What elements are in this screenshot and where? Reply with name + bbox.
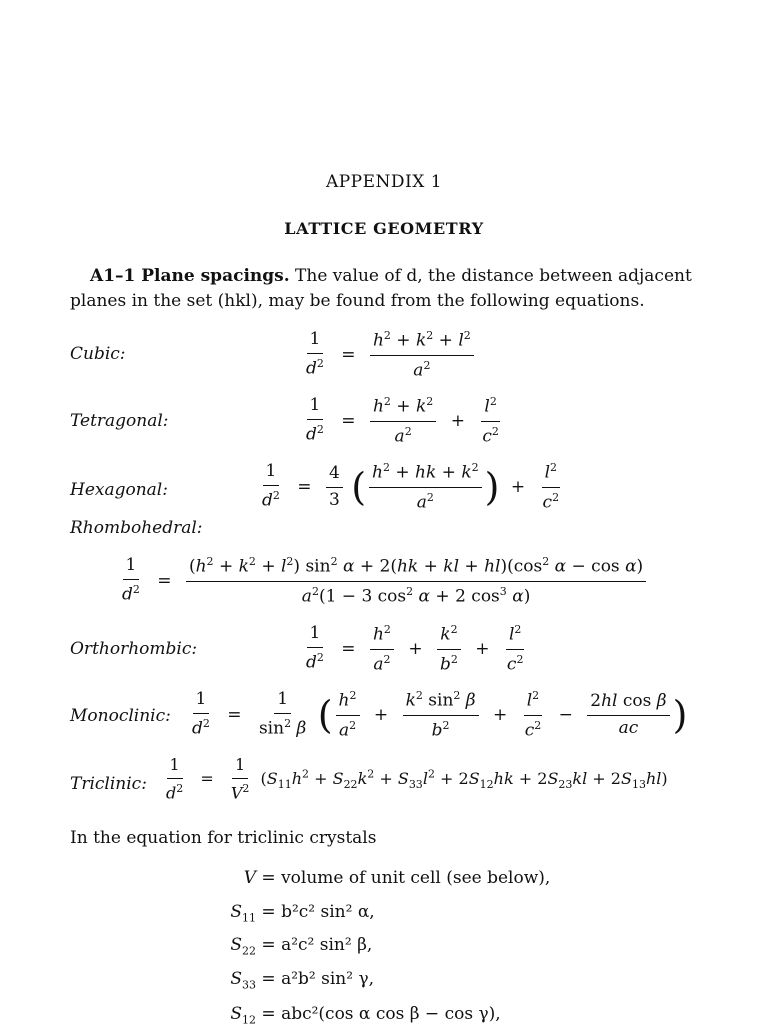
definition-row: V = volume of unit cell (see below), — [243, 868, 551, 888]
cubic-label: Cubic: — [70, 344, 126, 364]
rhombohedral-label: Rhombohedral: — [70, 518, 203, 538]
rhombohedral-equation: $\frac{1}{d^2}$ = $\frac{(h^2 + k^2 + l^2) \sin^2 \alpha + 2(hk + kl + hl)(\cos^2 \alpha - \cos \alpha)}{a^2(1 - 3 \cos^2 \alpha + 2 \cos^3 \alpha)}$ — [116, 556, 649, 606]
triclinic-note: In the equation for triclinic crystals — [70, 828, 377, 848]
section-title: A1–1 Plane spacings. — [90, 266, 290, 286]
definitions-list — [0, 868, 768, 1028]
orthorhombic-label: Orthorhombic: — [70, 639, 198, 659]
definition-row: $S_{12} = abc^2(\cos$ α cos β − cos γ), — [230, 1004, 501, 1027]
definition-s12-value: abc²(cos α cos β − cos γ), — [281, 1004, 501, 1024]
chapter-title: LATTICE GEOMETRY — [284, 219, 484, 238]
monoclinic-equation: $\frac{1}{d^2}$ = $\frac{1}{\sin^2 \beta}$ ( $\frac{h^2}{a^2}$ + $\frac{k^2 \sin^2 \beta}{b^2}$ + $\frac{l^2}{c^2}$ − $\frac{\text{2hl cos β}}{ac}$ ) — [192, 689, 688, 741]
section-paragraph-line1 — [90, 266, 692, 286]
hexagonal-equation: $\frac{1}{d^2}$ = $\frac{4}{3}$ ( $\frac{h^2 + hk + k^2}{a^2}$ ) + $\frac{l^2}{c^2}$ — [262, 461, 560, 513]
section-text-line2: planes in the set (hkl), may be found from the following equations. — [70, 291, 645, 311]
triclinic-label: Triclinic: — [70, 774, 147, 794]
section-text-line1: The value of d, the distance between adjacent — [295, 266, 692, 286]
tetragonal-equation: $\frac{1}{d^2}$ = $\frac{h^2 + k^2}{a^2}$ + $\frac{l^2}{c^2}$ — [306, 395, 499, 447]
definition-s11-value: b²c² sin² α, — [281, 902, 375, 922]
definition-s22-value: a²c² sin² β, — [281, 935, 373, 955]
monoclinic-label: Monoclinic: — [70, 706, 171, 726]
tetragonal-label: Tetragonal: — [70, 411, 169, 431]
definition-row: $S_{22} = a^2c^2$ sin² β, — [230, 935, 373, 958]
definition-row: $S_{11} = b^2c^2$ sin² α, — [230, 902, 375, 925]
definition-v-value: volume of unit cell (see below), — [281, 868, 551, 888]
appendix-heading: APPENDIX 1 — [325, 172, 443, 192]
orthorhombic-equation: $\frac{1}{d^2}$ = $\frac{h^2}{a^2}$ + $\frac{k^2}{b^2}$ + $\frac{l^2}{c^2}$ — [306, 623, 524, 675]
hexagonal-label: Hexagonal: — [70, 480, 168, 500]
definition-row: $S_{33} = a^2b^2$ sin² γ, — [230, 969, 375, 992]
cubic-equation: $\frac{1}{d^2}$ = $\frac{h^2 + k^2 + l^2}{a^2}$ — [300, 330, 477, 380]
triclinic-equation: $\frac{1}{d^2}$ = $\frac{1}{V^2}$ $(S_{11}h^2 + S_{22}k^2 + S_{33}l^2 + 2S_{12}hk + 2S_{23}kl + 2S_{13}hl)$ — [166, 755, 668, 803]
definition-s33-value: a²b² sin² γ, — [281, 969, 375, 989]
